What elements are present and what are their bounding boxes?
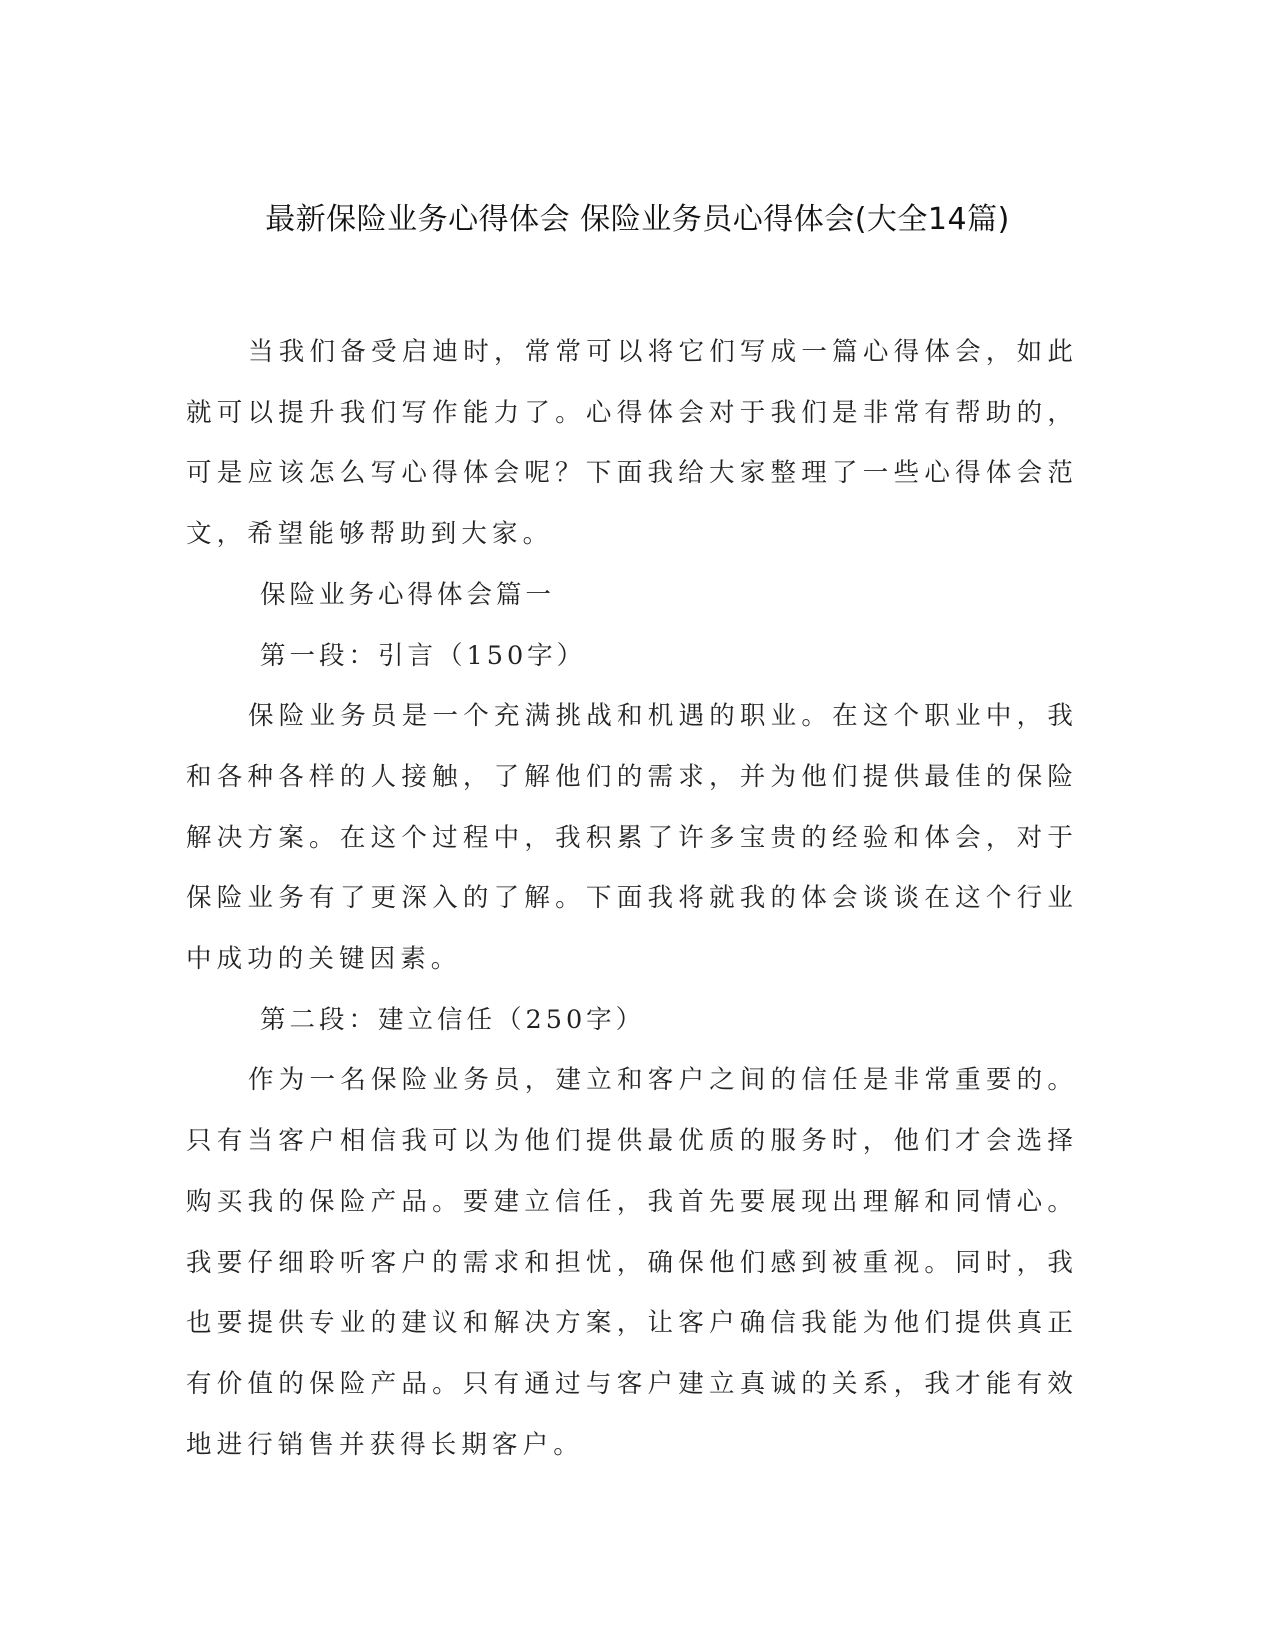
section-paragraph: 作为一名保险业务员，建立和客户之间的信任是非常重要的。只有当客户相信我可以为他们提供最优质的服务时，他们才会选择购买我的保险产品。要建立信任，我首先要展现出理解和同情心。我要仔细聆听客户的需求和担忧，确保他们感到被重视。同时，我也要提供专业的建议和解决方案，让客户确信我能为他们提供真正有价值的保险产品。只有通过与客户建立真诚的关系，我才能有效地进行销售并获得长期客户。 bbox=[186, 1065, 1078, 1460]
section-paragraph: 保险业务员是一个充满挑战和机遇的职业。在这个职业中，我和各种各样的人接触，了解他们的需求，并为他们提供最佳的保险解决方案。在这个过程中，我积累了许多宝贵的经验和体会，对于保险业务有了更深入的了解。下面我将就我的体会谈谈在这个行业中成功的关键因素。 bbox=[186, 701, 1078, 975]
section-heading: 第二段：建立信任（250字） bbox=[260, 1004, 646, 1035]
intro-paragraph: 当我们备受启迪时，常常可以将它们写成一篇心得体会，如此就可以提升我们写作能力了。心得体会对于我们是非常有帮助的，可是应该怎么写心得体会呢？下面我给大家整理了一些心得体会范文，希望能够帮助到大家。 bbox=[186, 337, 1078, 550]
document-body bbox=[186, 322, 1078, 1475]
article-heading: 保险业务心得体会篇一 bbox=[260, 579, 556, 610]
document-title: 最新保险业务心得体会 保险业务员心得体会(大全14篇) bbox=[265, 202, 1010, 237]
section-heading: 第一段：引言（150字） bbox=[260, 640, 587, 671]
